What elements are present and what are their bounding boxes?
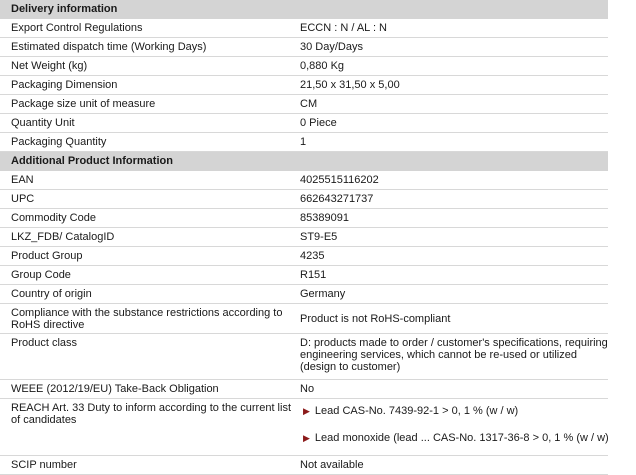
row-value: 4025515116202 <box>300 174 379 186</box>
row-label: Net Weight (kg) <box>11 60 88 72</box>
table-row <box>0 285 608 304</box>
row-label: WEEE (2012/19/EU) Take-Back Obligation <box>11 383 219 395</box>
row-label: Export Control Regulations <box>11 22 143 34</box>
table-row <box>0 76 608 95</box>
row-value: Product is not RoHS-compliant <box>300 313 451 325</box>
list-item <box>303 405 608 417</box>
row-value: 21,50 x 31,50 x 5,00 <box>300 79 400 91</box>
row-label: Group Code <box>11 269 71 281</box>
row-label: EAN <box>11 174 34 186</box>
table-row <box>0 266 608 285</box>
row-label: Estimated dispatch time (Working Days) <box>11 41 207 53</box>
row-label: Product class <box>11 337 78 349</box>
row-label: Product Group <box>11 250 83 262</box>
table-row <box>0 95 608 114</box>
section-header-delivery: Delivery information <box>0 0 608 19</box>
row-value: No <box>300 383 315 395</box>
row-value: ECCN : N / AL : N <box>300 22 388 34</box>
section-header-additional: Additional Product Information <box>0 152 608 171</box>
row-label: Quantity Unit <box>11 117 75 129</box>
row-label: UPC <box>11 193 35 205</box>
row-label: Package size unit of measure <box>11 98 156 110</box>
row-value: ST9-E5 <box>300 231 338 243</box>
row-value: 662643271737 <box>300 193 374 205</box>
row-label: LKZ_FDB/ CatalogID <box>11 231 115 243</box>
row-label: Country of origin <box>11 288 92 300</box>
table-row <box>0 228 608 247</box>
table-row <box>0 399 608 456</box>
table-row <box>0 304 608 334</box>
row-label: Compliance with the substance restrictions according to RoHS directive <box>11 307 283 331</box>
triangle-right-icon: ▶ <box>303 406 310 416</box>
row-value: 4235 <box>300 250 325 262</box>
row-label: SCIP number <box>11 459 77 471</box>
row-value: Germany <box>300 288 346 300</box>
table-row <box>0 334 608 380</box>
table-row <box>0 247 608 266</box>
row-label: Packaging Dimension <box>11 79 118 91</box>
row-value: Not available <box>300 459 364 471</box>
table-row <box>0 190 608 209</box>
table-row <box>0 114 608 133</box>
reach-item-text: Lead CAS-No. 7439-92-1 > 0, 1 % (w / w) <box>314 405 519 417</box>
reach-list <box>292 399 608 444</box>
table-row <box>0 57 608 76</box>
row-value: CM <box>300 98 318 110</box>
table-row <box>0 209 608 228</box>
list-item <box>303 432 608 444</box>
row-value: 0 Piece <box>300 117 337 129</box>
table-row <box>0 380 608 399</box>
row-value: 0,880 Kg <box>300 60 345 72</box>
table-row <box>0 133 608 152</box>
row-value: 85389091 <box>300 212 349 224</box>
row-label: Commodity Code <box>11 212 96 224</box>
row-value: 1 <box>300 136 307 148</box>
triangle-right-icon: ▶ <box>303 433 310 443</box>
reach-item-text: Lead monoxide (lead ... CAS-No. 1317-36-8 > 0, 1 % (w / w) <box>314 432 609 444</box>
row-label: Packaging Quantity <box>11 136 107 148</box>
row-value: 30 Day/Days <box>300 41 363 53</box>
row-value: D: products made to order / customer's specifications, requiring engineering services, which cannot be re-used or utilized (design to customer) <box>300 337 608 373</box>
table-row <box>0 456 608 475</box>
table-row <box>0 171 608 190</box>
row-label: REACH Art. 33 Duty to inform according to the current list of candidates <box>11 402 292 426</box>
table-row <box>0 19 608 38</box>
row-value: R151 <box>300 269 327 281</box>
table-row <box>0 38 608 57</box>
